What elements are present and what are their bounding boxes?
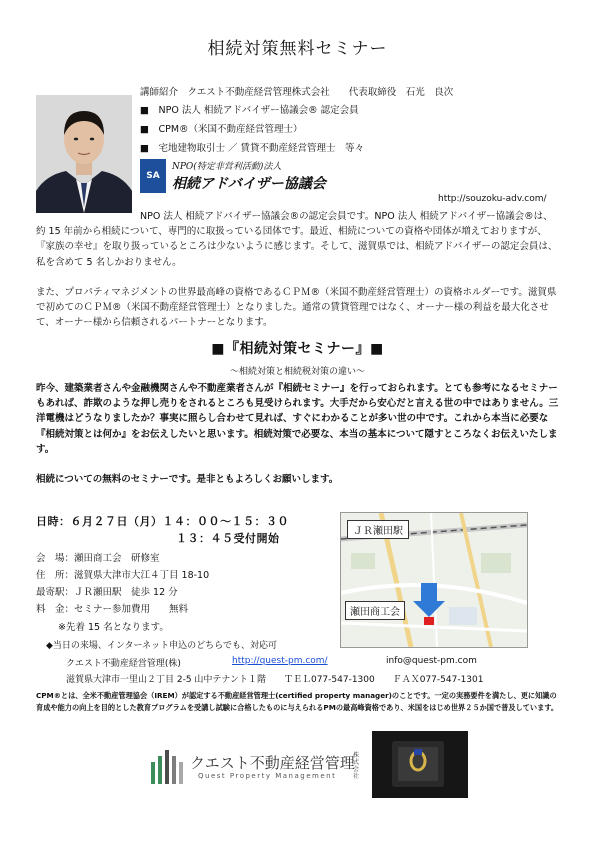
nearest-station: 最寄駅：ＪＲ瀬田駅 徒歩 12 分	[36, 587, 178, 598]
association-type: NPO(特定非営利活動)法人	[172, 162, 282, 172]
association-url[interactable]: http://souzoku-adv.com/	[438, 194, 547, 204]
qualification-item: ■ NPO 法人 相続アドバイザー協議会® 認定会員	[140, 105, 359, 116]
company-contact: 滋賀県大津市一里山２丁目 2-5 山中テナント１階 ＴＥＬ077-547-1300 ＦＡＸ077-547-1301	[66, 675, 484, 685]
event-address: 住 所：滋賀県大津市大江４丁目 18-10	[36, 570, 210, 581]
seminar-paragraph-1: 昨今、建築業者さんや金融機関さんや不動産業者さんが『相続セミナー』を行っておられます。とても参考になるセミナーもあれば、詐欺のような押し売りをされるところも見受けられます。大手だから安心だと言える世の中ではありません。三洋電機はどうなりましたか？事実に照らし合わせて見れば、すぐにわかることが多い世の中です。これから本当に必要な『相続対策とは何か』をお伝えしたいと思います。相続対策で必要な、本当の基本について隠すところなくお伝えいたします。	[36, 383, 559, 455]
company-logo	[150, 748, 365, 788]
qualification-item: ■ 宅地建物取引士 ／ 賃貸不動産経営管理士 等々	[140, 143, 365, 154]
bullet-icon: ■	[140, 124, 149, 135]
seminar-title: ■『相続対策セミナー』■	[211, 341, 384, 357]
company-logo-name: クエスト不動産経営管理	[190, 754, 355, 772]
intro-paragraph-1: NPO 法人 相続アドバイザー協議会®の認定会員です。NPO 法人 相続アドバイザー協議会®は、約 15 年前から相続について、専門的に取扱っている団体です。最近、相続についての資格や団体が増えておりますが、『家族の幸せ』を取り扱っているところは少ないように感じます。そして、滋賀県では、相続アドバイザーの認定会員は、私を含めて 5 名しかおりません。	[36, 211, 558, 268]
company-logo-icon	[150, 750, 184, 784]
qualification-item: ■ CPM®（米国不動産経営管理士）	[140, 124, 303, 135]
company-logo-suffix: 株式会社	[353, 752, 360, 780]
association-name: 相続アドバイザー協議会	[172, 176, 326, 192]
association-emblem-icon: SA	[140, 159, 166, 193]
cpm-note: CPM®とは、全米不動産管理協会（IREM）が認定する不動産経営管理士(certified property manager)のことです。一定の実務要件を満たし、更に知識の育成や能力の向上を目的とした教育プログラムを受講し試験に合格したものに与えられるPMの最高峰資格であり、米国をはじめ世界２５か国で普及しています。	[36, 691, 559, 712]
company-website-link[interactable]: http://quest-pm.com/	[232, 656, 328, 666]
reception-time: １３：４５受付開始	[176, 532, 280, 545]
company-name: クエスト不動産経営管理(株)	[66, 659, 181, 669]
intro-paragraph-2: また、プロパティマネジメントの世界最高峰の資格であるＣＰＭ®（米国不動産経営管理士）の資格ホルダーです。滋賀県で初めてのＣＰＭ®（米国不動産経営管理士）となりました。通常の賃貸管理ではなく、オーナー様の利益を最大化させて、オーナー様から信頼されるパートナーとなります。	[36, 287, 557, 329]
speaker-photo	[36, 95, 132, 213]
bullet-icon: ■	[140, 143, 149, 154]
event-fee: 料 金：セミナー参加費用 無料	[36, 604, 189, 615]
map-venue-label: 瀬田商工会	[345, 601, 405, 620]
capacity-note: ※先着 15 名となります。	[58, 622, 169, 633]
venue-map	[340, 512, 528, 648]
association-logo	[140, 159, 354, 199]
application-note: ◆当日の来場、インターネット申込のどちらでも、対応可	[46, 641, 278, 651]
seminar-subtitle: ～相続対策と相続税対策の違い～	[229, 367, 365, 377]
cpm-ring-photo	[372, 731, 468, 798]
company-logo-english: Quest Property Management	[198, 772, 337, 780]
speaker-intro: 講師紹介 クエスト不動産経営管理株式会社 代表取締役 石光 良次	[140, 87, 454, 98]
map-station-label: ＪＲ瀬田駅	[347, 520, 409, 539]
bullet-icon: ■	[140, 105, 149, 116]
page-title: 相続対策無料セミナー	[207, 39, 388, 59]
seminar-paragraph-2: 相続についての無料のセミナーです。是非ともよろしくお願いします。	[36, 474, 339, 485]
company-email[interactable]: info@quest-pm.com	[386, 656, 477, 666]
event-venue: 会 場：瀬田商工会 研修室	[36, 553, 160, 564]
event-datetime: 日時：６月２７日（月）１４：００～１５：３０	[36, 515, 289, 528]
